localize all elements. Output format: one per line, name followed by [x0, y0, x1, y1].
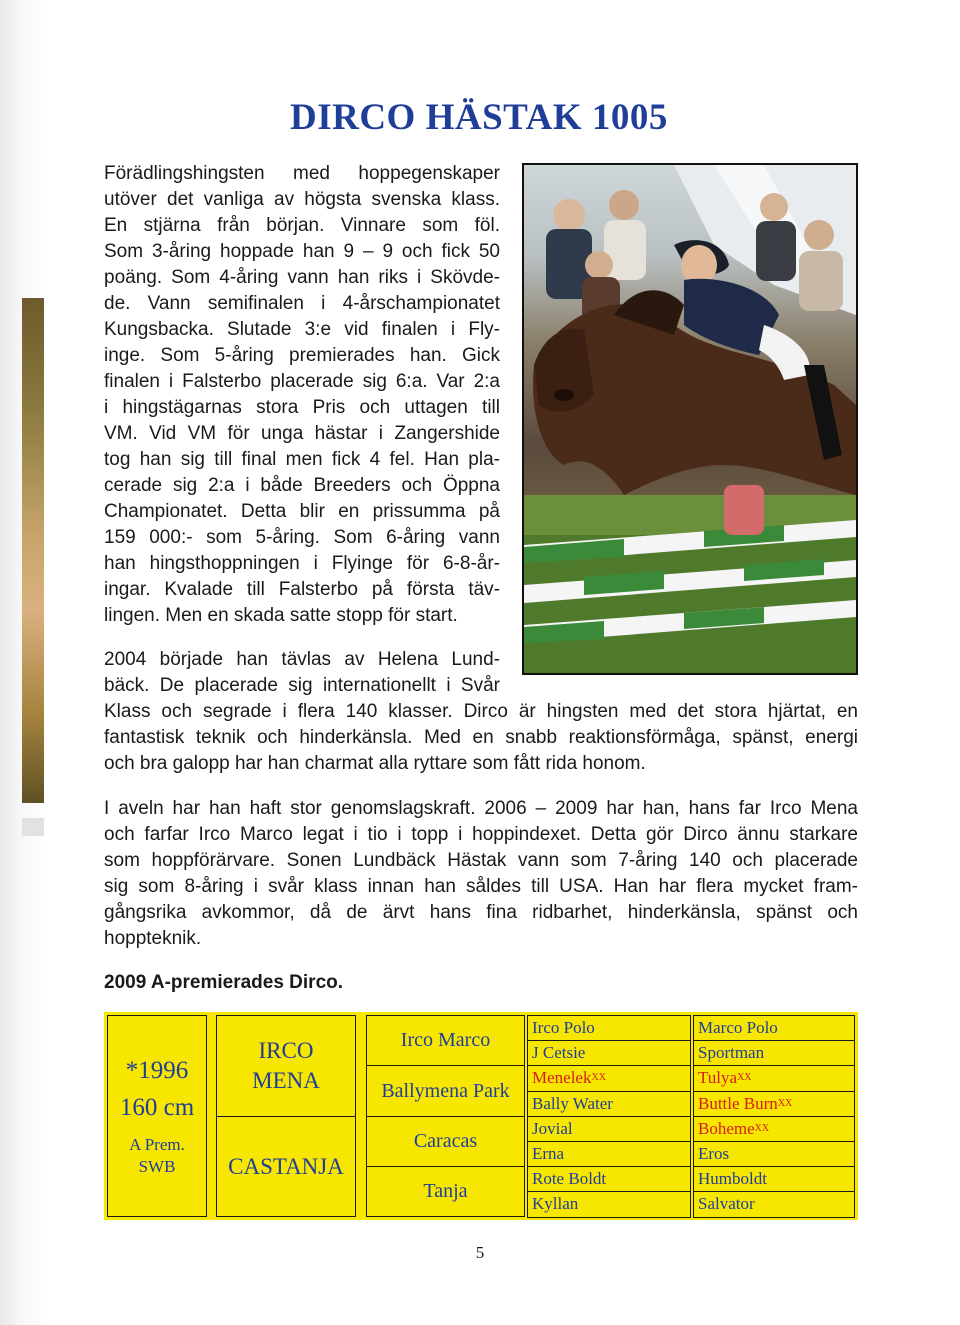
horse-name: Humboldt	[698, 1169, 767, 1189]
adjacent-page-photo-edge	[22, 298, 44, 803]
horse-height: 160 cm	[119, 1094, 195, 1121]
text-line: och farfar Irco Marco legat i tio i topp i hoppindexet. Detta gör Dirco ännu starkare	[104, 824, 858, 845]
pedigree-table	[104, 1012, 858, 1220]
text-line: han hingsthoppningen i Flyinge för 6-8-år-	[104, 553, 500, 574]
horse-name: Rote Boldt	[532, 1169, 607, 1189]
pedigree-great-great-grandparent: Boheme XX	[693, 1116, 855, 1142]
pedigree-grandparent: Ballymena Park	[366, 1065, 525, 1117]
pedigree-great-great-grandparent	[693, 1040, 855, 1066]
pedigree-great-grandparent	[527, 1040, 691, 1066]
pedigree-great-great-grandparent	[693, 1166, 855, 1192]
text-line: gångsrika avkommor, då de ärvt hans fina ridbarhet, hinderkänsla, spänst och	[104, 902, 858, 923]
pedigree-great-grandparent	[527, 1091, 691, 1117]
horse-name: Erna	[532, 1144, 565, 1164]
text-line: Kungsbacka. Slutade 3:e vid finalen i Fly-	[104, 319, 500, 340]
text-line: cerade sig 2:a i både Breeders och Öppna	[104, 475, 500, 496]
text-line: hoppteknik.	[104, 928, 202, 949]
horse-name: Irco Polo	[532, 1018, 595, 1038]
text-line: Förädlingshingsten med hoppegenskaper	[104, 163, 500, 184]
pedigree-great-great-grandparent	[693, 1015, 855, 1041]
horse-name: Menelek	[532, 1068, 592, 1088]
horse-name: Jovial	[532, 1118, 573, 1138]
horse-name: Eros	[698, 1144, 730, 1164]
pedigree-great-grandparent	[527, 1015, 691, 1041]
text-line: 2004 började han tävlas av Helena Lund-	[104, 649, 500, 670]
text-line: VM. Vid VM för unga hästar i Zangershide	[104, 423, 500, 444]
pedigree-dam: CASTANJA	[216, 1116, 356, 1217]
horse-name: Bally Water	[532, 1093, 613, 1113]
pedigree-grandparent: Irco Marco	[366, 1015, 525, 1066]
pedigree-great-grandparent	[527, 1166, 691, 1192]
horse-name: Marco Polo	[698, 1018, 778, 1038]
horse-name: Tulya	[698, 1068, 738, 1088]
page-title: DIRCO HÄSTAK 1005	[290, 97, 668, 138]
text-line: ingar. Kvalade till Falsterbo på första täv-	[104, 579, 500, 600]
text-line: sig som 8-åring i svår klass innan han såldes till USA. Han har flera mycket fram-	[104, 876, 858, 897]
premiere-line: 2009 A-premierades Dirco.	[104, 972, 344, 993]
text-line: utöver det vanliga av högsta svenska klass.	[104, 189, 500, 210]
text-line: Klass och segrade i flera 140 klasser. Dirco är hingsten med det stora hjärtat, en	[104, 701, 858, 722]
text-line: i hingstägarnas stora Pris och uttagen till	[104, 397, 500, 418]
pedigree-great-great-grandparent: Tulya XX	[693, 1065, 855, 1091]
horse-name: Buttle Burn	[698, 1093, 778, 1113]
text-line: bäck. De placerade sig internationellt i Svår	[104, 675, 500, 696]
text-line: Som 3-åring hoppade han 9 – 9 och fick 50	[104, 241, 500, 262]
pedigree-great-grandparent	[527, 1141, 691, 1167]
horse-name: Sportman	[698, 1043, 765, 1063]
text-line: lingen. Men en skada satte stopp för start.	[104, 605, 458, 626]
breed-label: SWB	[138, 1157, 176, 1176]
horse-name: J Cetsie	[532, 1043, 586, 1063]
birth-year: *1996	[125, 1057, 189, 1084]
horse-name: Boheme	[698, 1118, 755, 1138]
pedigree-sire: IRCO MENA	[216, 1015, 356, 1117]
pedigree-great-great-grandparent: Buttle Burn XX	[693, 1091, 855, 1117]
horse-name: Kyllan	[532, 1194, 579, 1214]
text-line: som hoppförärvare. Sonen Lundbäck Hästak vann som 7-åring 140 och placerade	[104, 850, 858, 871]
pedigree-great-grandparent	[527, 1191, 691, 1217]
pedigree-great-great-grandparent	[693, 1141, 855, 1167]
text-line: de. Vann semifinalen i 4-årschampionatet	[104, 293, 500, 314]
text-line: och bra galopp har han charmat alla ryttare som fått rida honom.	[104, 753, 646, 774]
show-jumping-photo	[522, 163, 858, 675]
page-number: 5	[475, 1243, 485, 1262]
pedigree-great-grandparent	[527, 1116, 691, 1142]
text-line: tog han sig till final men fick 4 fel. Han pla-	[104, 449, 500, 470]
text-line: Championatet. Detta blir en prissumma på	[104, 501, 500, 522]
pedigree-horse-info	[107, 1015, 207, 1217]
text-line: I aveln har han haft stor genomslagskraft. 2006 – 2009 har han, hans far Irco Mena	[104, 798, 858, 819]
pedigree-grandparent: Tanja	[366, 1166, 525, 1217]
text-line: poäng. Som 4-åring vann han riks i Skövde-	[104, 267, 500, 288]
text-line: inge. Som 5-åring premierades han. Gick	[104, 345, 500, 366]
text-line: 159 000:- som 5-åring. Som 6-åring vann	[104, 527, 500, 548]
text-line: finalen i Falsterbo placerade sig 6:a. Var 2:a	[104, 371, 500, 392]
adjacent-page-strip	[22, 818, 44, 836]
pedigree-grandparent: Caracas	[366, 1116, 525, 1167]
pedigree-great-grandparent: Menelek XX	[527, 1065, 691, 1091]
pedigree-great-great-grandparent	[693, 1191, 855, 1217]
horse-name: Salvator	[698, 1194, 755, 1214]
premium-label: A Prem.	[129, 1135, 185, 1154]
text-line: En stjärna från början. Vinnare som föl.	[104, 215, 500, 236]
text-line: fantastisk teknik och hinderkänsla. Med en snabb reaktionsförmåga, spänst, energi	[104, 727, 858, 748]
